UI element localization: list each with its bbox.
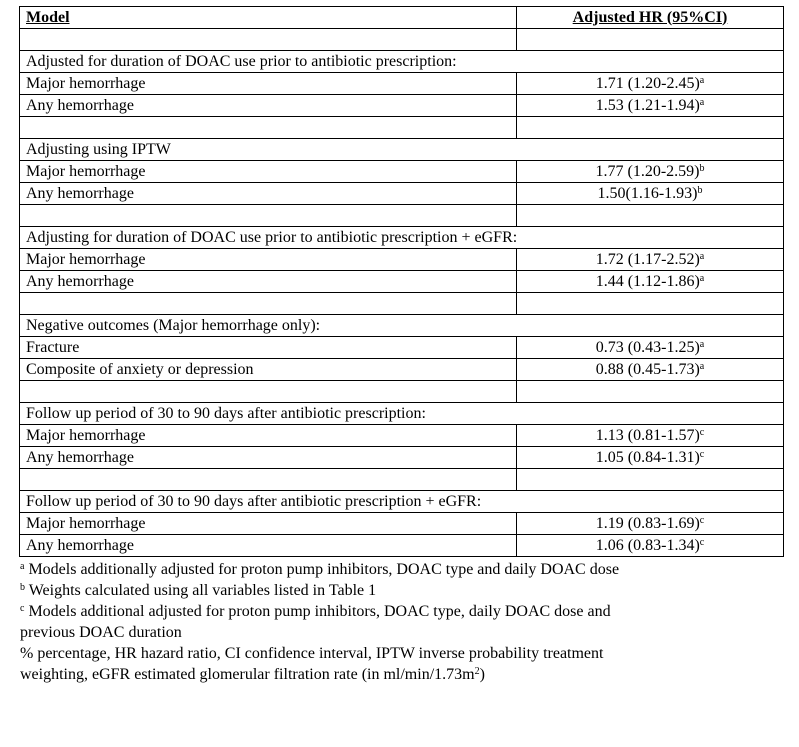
hr-value: 1.19 (0.83-1.69) xyxy=(595,514,700,532)
row-value-cell xyxy=(517,183,784,205)
abbreviations-superscript: 2 xyxy=(474,666,480,677)
row-value-cell xyxy=(517,513,784,535)
section-title-row xyxy=(20,139,784,161)
section-title-row xyxy=(20,51,784,73)
hr-value: 1.44 (1.12-1.86) xyxy=(595,272,700,290)
footnote-c-mark: c xyxy=(20,603,25,614)
table-row xyxy=(20,359,784,381)
table-row xyxy=(20,337,784,359)
footnote-marker: c xyxy=(699,448,705,460)
footnote-marker: a xyxy=(699,338,705,350)
abbreviations-line-1: % percentage, HR hazard ratio, CI confidence interval, IPTW inverse probability treatment xyxy=(20,645,604,662)
row-value-cell xyxy=(517,447,784,469)
footnote-marker: c xyxy=(699,426,705,438)
table-row xyxy=(20,447,784,469)
footnote-marker: c xyxy=(699,514,705,526)
spacer-row xyxy=(20,469,784,491)
section-title: Adjusting for duration of DOAC use prior to antibiotic prescription + eGFR: xyxy=(20,227,784,249)
section-title: Follow up period of 30 to 90 days after antibiotic prescription + eGFR: xyxy=(20,491,784,513)
empty-cell xyxy=(517,469,784,491)
footnote-marker: a xyxy=(699,96,705,108)
section-title: Negative outcomes (Major hemorrhage only): xyxy=(20,315,784,337)
section-title: Adjusting using IPTW xyxy=(20,139,784,161)
footnote-c-text-1: Models additional adjusted for proton pump inhibitors, DOAC type, daily DOAC dose and xyxy=(24,603,611,620)
table-body xyxy=(20,29,784,557)
row-label: Any hemorrhage xyxy=(20,271,517,293)
table-row xyxy=(20,513,784,535)
empty-cell xyxy=(517,29,784,51)
footnote-marker: a xyxy=(699,360,705,372)
hr-value: 1.72 (1.17-2.52) xyxy=(595,250,700,268)
footnote-c-continued: previous DOAC duration xyxy=(20,624,182,641)
row-label: Major hemorrhage xyxy=(20,425,517,447)
row-label: Any hemorrhage xyxy=(20,447,517,469)
footnote-b xyxy=(20,580,783,601)
empty-cell xyxy=(20,205,517,227)
footnote-a-mark: a xyxy=(20,561,25,572)
header-hr: Adjusted HR (95%CI) xyxy=(517,7,784,29)
table-row xyxy=(20,271,784,293)
section-title: Adjusted for duration of DOAC use prior to antibiotic prescription: xyxy=(20,51,784,73)
hr-value: 1.13 (0.81-1.57) xyxy=(595,426,700,444)
empty-cell xyxy=(517,205,784,227)
results-table xyxy=(19,6,784,557)
footnote-marker: a xyxy=(699,74,705,86)
hr-value: 1.06 (0.83-1.34) xyxy=(595,536,700,554)
empty-cell xyxy=(517,293,784,315)
section-title-row xyxy=(20,403,784,425)
table-header-row xyxy=(20,7,784,29)
footnote-marker: b xyxy=(699,162,705,174)
empty-cell xyxy=(20,469,517,491)
hr-value: 1.53 (1.21-1.94) xyxy=(595,96,700,114)
row-value-cell xyxy=(517,249,784,271)
footnotes xyxy=(19,559,783,685)
spacer-row xyxy=(20,117,784,139)
section-title-row xyxy=(20,315,784,337)
row-label: Major hemorrhage xyxy=(20,73,517,95)
row-label: Any hemorrhage xyxy=(20,183,517,205)
hr-value: 1.71 (1.20-2.45) xyxy=(595,74,700,92)
row-label: Composite of anxiety or depression xyxy=(20,359,517,381)
footnote-a-text: Models additionally adjusted for proton pump inhibitors, DOAC type and daily DOAC dose xyxy=(24,561,620,578)
row-label: Any hemorrhage xyxy=(20,535,517,557)
hr-value: 0.73 (0.43-1.25) xyxy=(595,338,700,356)
row-value-cell xyxy=(517,359,784,381)
row-label: Any hemorrhage xyxy=(20,95,517,117)
row-label: Major hemorrhage xyxy=(20,249,517,271)
row-value-cell xyxy=(517,271,784,293)
row-value-cell xyxy=(517,337,784,359)
spacer-row xyxy=(20,381,784,403)
table-row xyxy=(20,249,784,271)
footnote-marker: a xyxy=(699,272,705,284)
table-row xyxy=(20,425,784,447)
empty-cell xyxy=(20,381,517,403)
row-label: Fracture xyxy=(20,337,517,359)
row-value-cell xyxy=(517,73,784,95)
footnote-marker: b xyxy=(697,184,703,196)
footnote-marker: a xyxy=(699,250,705,262)
section-title-row xyxy=(20,227,784,249)
row-value-cell xyxy=(517,95,784,117)
document xyxy=(19,6,783,685)
spacer-row xyxy=(20,205,784,227)
row-value-cell xyxy=(517,425,784,447)
empty-cell xyxy=(517,381,784,403)
table-row xyxy=(20,95,784,117)
hr-value: 1.50(1.16-1.93) xyxy=(597,184,698,202)
row-value-cell xyxy=(517,535,784,557)
row-value-cell xyxy=(517,161,784,183)
table-row xyxy=(20,183,784,205)
footnote-b-mark: b xyxy=(20,582,25,593)
spacer-row xyxy=(20,29,784,51)
table-row xyxy=(20,161,784,183)
empty-cell xyxy=(20,117,517,139)
abbreviations-line-2-end: ) xyxy=(479,666,485,683)
abbreviations-line-2-text: weighting, eGFR estimated glomerular filtration rate (in ml/min/1.73m xyxy=(20,666,475,683)
footnote-c xyxy=(20,601,783,622)
empty-cell xyxy=(20,29,517,51)
table-row xyxy=(20,535,784,557)
hr-value: 0.88 (0.45-1.73) xyxy=(595,360,700,378)
header-model: Model xyxy=(20,7,517,29)
section-title: Follow up period of 30 to 90 days after antibiotic prescription: xyxy=(20,403,784,425)
footnote-marker: c xyxy=(699,536,705,548)
hr-value: 1.05 (0.84-1.31) xyxy=(595,448,700,466)
empty-cell xyxy=(517,117,784,139)
table-row xyxy=(20,73,784,95)
spacer-row xyxy=(20,293,784,315)
abbreviations-line-2 xyxy=(20,664,783,685)
row-label: Major hemorrhage xyxy=(20,161,517,183)
footnote-b-text: Weights calculated using all variables listed in Table 1 xyxy=(25,582,377,599)
hr-value: 1.77 (1.20-2.59) xyxy=(595,162,700,180)
section-title-row xyxy=(20,491,784,513)
empty-cell xyxy=(20,293,517,315)
footnote-a xyxy=(20,559,783,580)
row-label: Major hemorrhage xyxy=(20,513,517,535)
